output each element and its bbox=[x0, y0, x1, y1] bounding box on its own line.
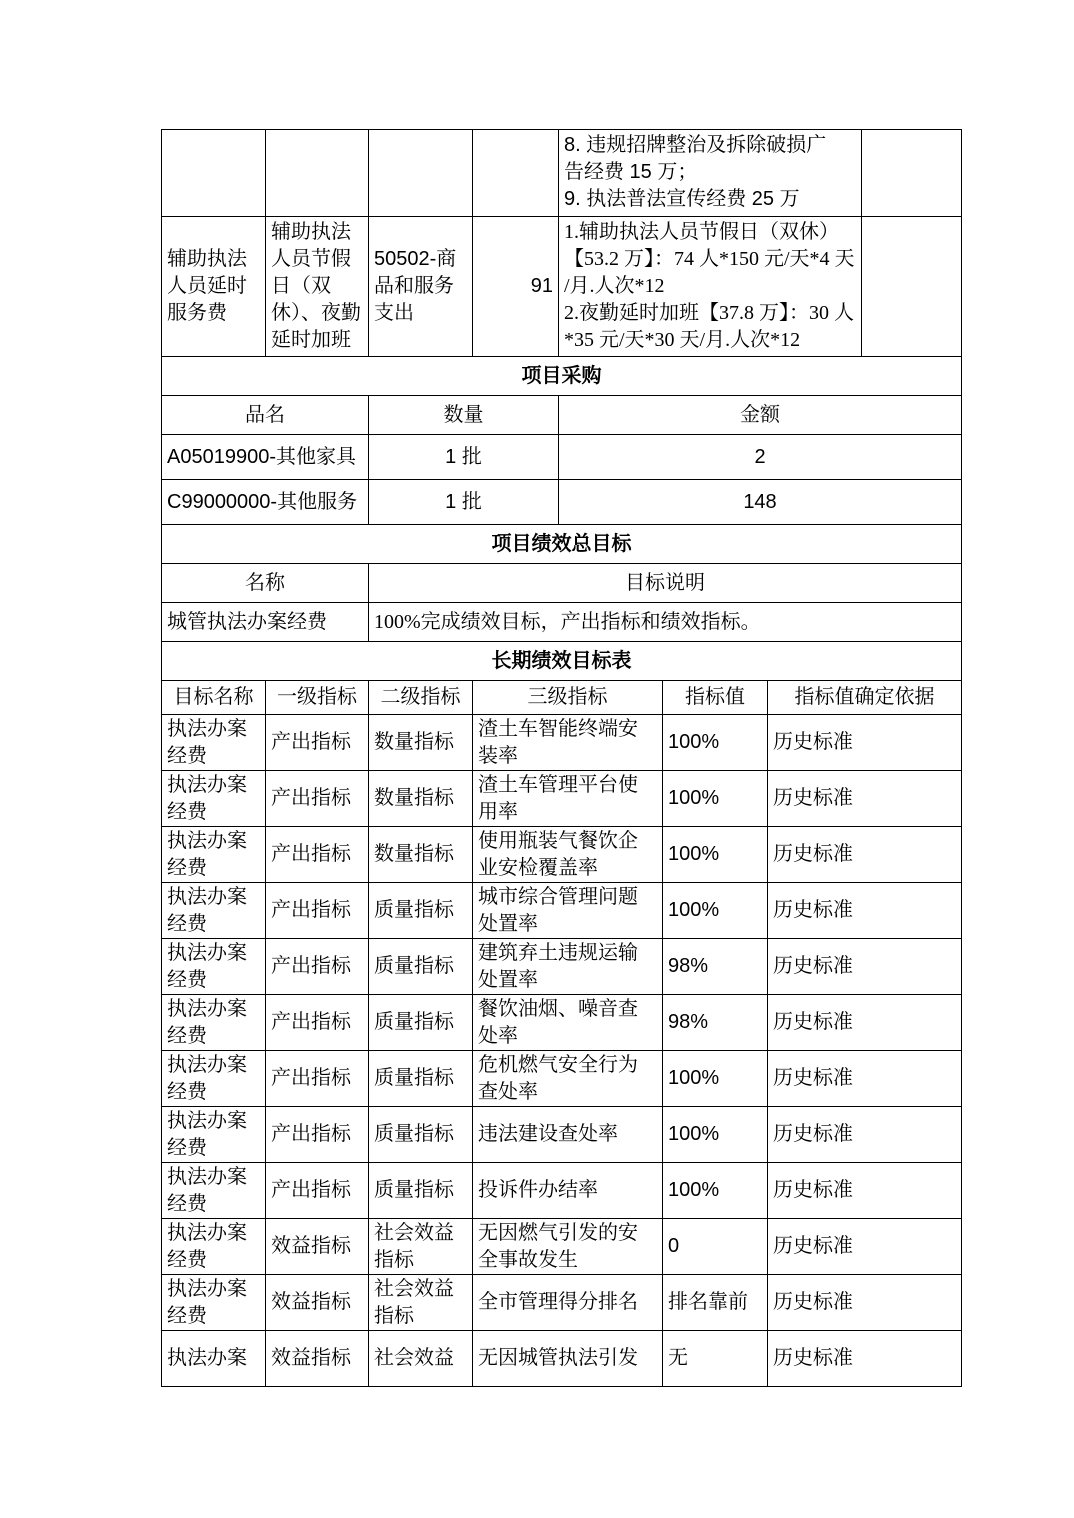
column-header: 品名 bbox=[162, 396, 369, 435]
target-name: 执法办案经费 bbox=[162, 1219, 266, 1275]
column-header: 金额 bbox=[559, 396, 962, 435]
target-name: 执法办案经费 bbox=[162, 715, 266, 771]
cell bbox=[266, 130, 369, 217]
item-content: 辅助执法人员节假日（双休）、夜勤延时加班 bbox=[266, 217, 369, 357]
section-title: 项目采购 bbox=[162, 357, 962, 396]
level2-indicator: 质量指标 bbox=[369, 1051, 473, 1107]
level2-indicator: 质量指标 bbox=[369, 939, 473, 995]
level3-indicator: 渣土车智能终端安装率 bbox=[473, 715, 663, 771]
basis: 历史标准 bbox=[768, 1331, 962, 1387]
cell bbox=[162, 130, 266, 217]
level2-indicator: 质量指标 bbox=[369, 883, 473, 939]
quantity: 1 批 bbox=[369, 435, 559, 480]
target-name: 执法办案经费 bbox=[162, 771, 266, 827]
level3-indicator: 无因城管执法引发 bbox=[473, 1331, 663, 1387]
level3-indicator: 建筑弃土违规运输处置率 bbox=[473, 939, 663, 995]
basis: 历史标准 bbox=[768, 715, 962, 771]
target-name: 执法办案 bbox=[162, 1331, 266, 1387]
econ-class: 50502-商品和服务支出 bbox=[369, 217, 473, 357]
product-name: C99000000-其他服务 bbox=[162, 480, 369, 525]
table-row bbox=[162, 130, 962, 217]
basis: 历史标准 bbox=[768, 1051, 962, 1107]
indicator-value: 排名靠前 bbox=[663, 1275, 768, 1331]
column-header: 目标说明 bbox=[369, 564, 962, 603]
cell bbox=[473, 130, 559, 217]
table-row bbox=[162, 939, 962, 995]
cell bbox=[862, 217, 962, 357]
amount: 2 bbox=[559, 435, 962, 480]
level2-indicator: 数量指标 bbox=[369, 827, 473, 883]
level3-indicator: 使用瓶装气餐饮企业安检覆盖率 bbox=[473, 827, 663, 883]
basis: 历史标准 bbox=[768, 1219, 962, 1275]
item-name: 辅助执法人员延时服务费 bbox=[162, 217, 266, 357]
target-name: 执法办案经费 bbox=[162, 1107, 266, 1163]
product-name: A05019900-其他家具 bbox=[162, 435, 369, 480]
basis: 历史标准 bbox=[768, 827, 962, 883]
cell bbox=[369, 130, 473, 217]
level1-indicator: 效益指标 bbox=[266, 1331, 369, 1387]
table-row bbox=[162, 995, 962, 1051]
level2-indicator: 数量指标 bbox=[369, 715, 473, 771]
level3-indicator: 城市综合管理问题处置率 bbox=[473, 883, 663, 939]
table-row bbox=[162, 1163, 962, 1219]
level2-indicator: 社会效益 bbox=[369, 1331, 473, 1387]
level1-indicator: 产出指标 bbox=[266, 939, 369, 995]
section-title: 长期绩效目标表 bbox=[162, 642, 962, 681]
section-row bbox=[162, 357, 962, 396]
column-header: 二级指标 bbox=[369, 681, 473, 715]
level3-indicator: 全市管理得分排名 bbox=[473, 1275, 663, 1331]
level1-indicator: 产出指标 bbox=[266, 995, 369, 1051]
level2-indicator: 质量指标 bbox=[369, 1163, 473, 1219]
indicator-value: 0 bbox=[663, 1219, 768, 1275]
basis: 历史标准 bbox=[768, 1163, 962, 1219]
header-row bbox=[162, 681, 962, 715]
target-name: 执法办案经费 bbox=[162, 995, 266, 1051]
basis: 历史标准 bbox=[768, 1107, 962, 1163]
desc-cell: 8. 违规招牌整治及拆除破损广 告经费 15 万； 9. 执法普法宣传经费 25 万 bbox=[559, 130, 862, 217]
column-header: 指标值确定依据 bbox=[768, 681, 962, 715]
level2-indicator: 社会效益指标 bbox=[369, 1219, 473, 1275]
basis: 历史标准 bbox=[768, 995, 962, 1051]
target-name: 执法办案经费 bbox=[162, 827, 266, 883]
quantity: 1 批 bbox=[369, 480, 559, 525]
target-name: 执法办案经费 bbox=[162, 1163, 266, 1219]
column-header: 目标名称 bbox=[162, 681, 266, 715]
table-row bbox=[162, 1219, 962, 1275]
level1-indicator: 效益指标 bbox=[266, 1219, 369, 1275]
table-row bbox=[162, 1107, 962, 1163]
level1-indicator: 产出指标 bbox=[266, 827, 369, 883]
table-row bbox=[162, 715, 962, 771]
cell bbox=[862, 130, 962, 217]
header-row bbox=[162, 396, 962, 435]
level1-indicator: 产出指标 bbox=[266, 883, 369, 939]
level3-indicator: 餐饮油烟、噪音查处率 bbox=[473, 995, 663, 1051]
level3-indicator: 投诉件办结率 bbox=[473, 1163, 663, 1219]
table-row bbox=[162, 480, 962, 525]
level1-indicator: 效益指标 bbox=[266, 1275, 369, 1331]
level3-indicator: 危机燃气安全行为查处率 bbox=[473, 1051, 663, 1107]
long-term-body bbox=[162, 715, 962, 1387]
table-row bbox=[162, 217, 962, 357]
basis: 历史标准 bbox=[768, 1275, 962, 1331]
table-row bbox=[162, 883, 962, 939]
table-row bbox=[162, 435, 962, 480]
amount: 148 bbox=[559, 480, 962, 525]
table-row bbox=[162, 1051, 962, 1107]
column-header: 名称 bbox=[162, 564, 369, 603]
table-row bbox=[162, 827, 962, 883]
section-row bbox=[162, 642, 962, 681]
indicator-value: 98% bbox=[663, 939, 768, 995]
indicator-value: 98% bbox=[663, 995, 768, 1051]
column-header: 数量 bbox=[369, 396, 559, 435]
section-row bbox=[162, 525, 962, 564]
table-row bbox=[162, 603, 962, 642]
indicator-value: 100% bbox=[663, 715, 768, 771]
desc-cell: 1.辅助执法人员节假日（双休） 【53.2 万】：74 人*150 元/天*4 天 /月.人次*12 2.夜勤延时加班【37.8 万】：30 人 *35 元/天*30 天/月.人次*12 bbox=[559, 217, 862, 357]
header-row bbox=[162, 564, 962, 603]
table-row bbox=[162, 1331, 962, 1387]
indicator-value: 100% bbox=[663, 771, 768, 827]
target-name: 执法办案经费 bbox=[162, 1275, 266, 1331]
level3-indicator: 渣土车管理平台使用率 bbox=[473, 771, 663, 827]
basis: 历史标准 bbox=[768, 771, 962, 827]
level3-indicator: 无因燃气引发的安全事故发生 bbox=[473, 1219, 663, 1275]
level1-indicator: 产出指标 bbox=[266, 771, 369, 827]
level3-indicator: 违法建设查处率 bbox=[473, 1107, 663, 1163]
target-name: 执法办案经费 bbox=[162, 939, 266, 995]
level2-indicator: 数量指标 bbox=[369, 771, 473, 827]
indicator-value: 100% bbox=[663, 1051, 768, 1107]
level2-indicator: 社会效益指标 bbox=[369, 1275, 473, 1331]
item-amount: 91 bbox=[473, 217, 559, 357]
column-header: 指标值 bbox=[663, 681, 768, 715]
level1-indicator: 产出指标 bbox=[266, 1107, 369, 1163]
indicator-value: 100% bbox=[663, 883, 768, 939]
goal-name: 城管执法办案经费 bbox=[162, 603, 369, 642]
basis: 历史标准 bbox=[768, 939, 962, 995]
level2-indicator: 质量指标 bbox=[369, 995, 473, 1051]
indicator-value: 100% bbox=[663, 827, 768, 883]
budget-table bbox=[161, 129, 962, 1387]
column-header: 三级指标 bbox=[473, 681, 663, 715]
level1-indicator: 产出指标 bbox=[266, 715, 369, 771]
target-name: 执法办案经费 bbox=[162, 883, 266, 939]
level2-indicator: 质量指标 bbox=[369, 1107, 473, 1163]
section-title: 项目绩效总目标 bbox=[162, 525, 962, 564]
target-name: 执法办案经费 bbox=[162, 1051, 266, 1107]
table-row bbox=[162, 1275, 962, 1331]
indicator-value: 100% bbox=[663, 1163, 768, 1219]
goal-text: 100%完成绩效目标，产出指标和绩效指标。 bbox=[369, 603, 962, 642]
table-row bbox=[162, 771, 962, 827]
indicator-value: 100% bbox=[663, 1107, 768, 1163]
column-header: 一级指标 bbox=[266, 681, 369, 715]
level1-indicator: 产出指标 bbox=[266, 1163, 369, 1219]
basis: 历史标准 bbox=[768, 883, 962, 939]
indicator-value: 无 bbox=[663, 1331, 768, 1387]
level1-indicator: 产出指标 bbox=[266, 1051, 369, 1107]
